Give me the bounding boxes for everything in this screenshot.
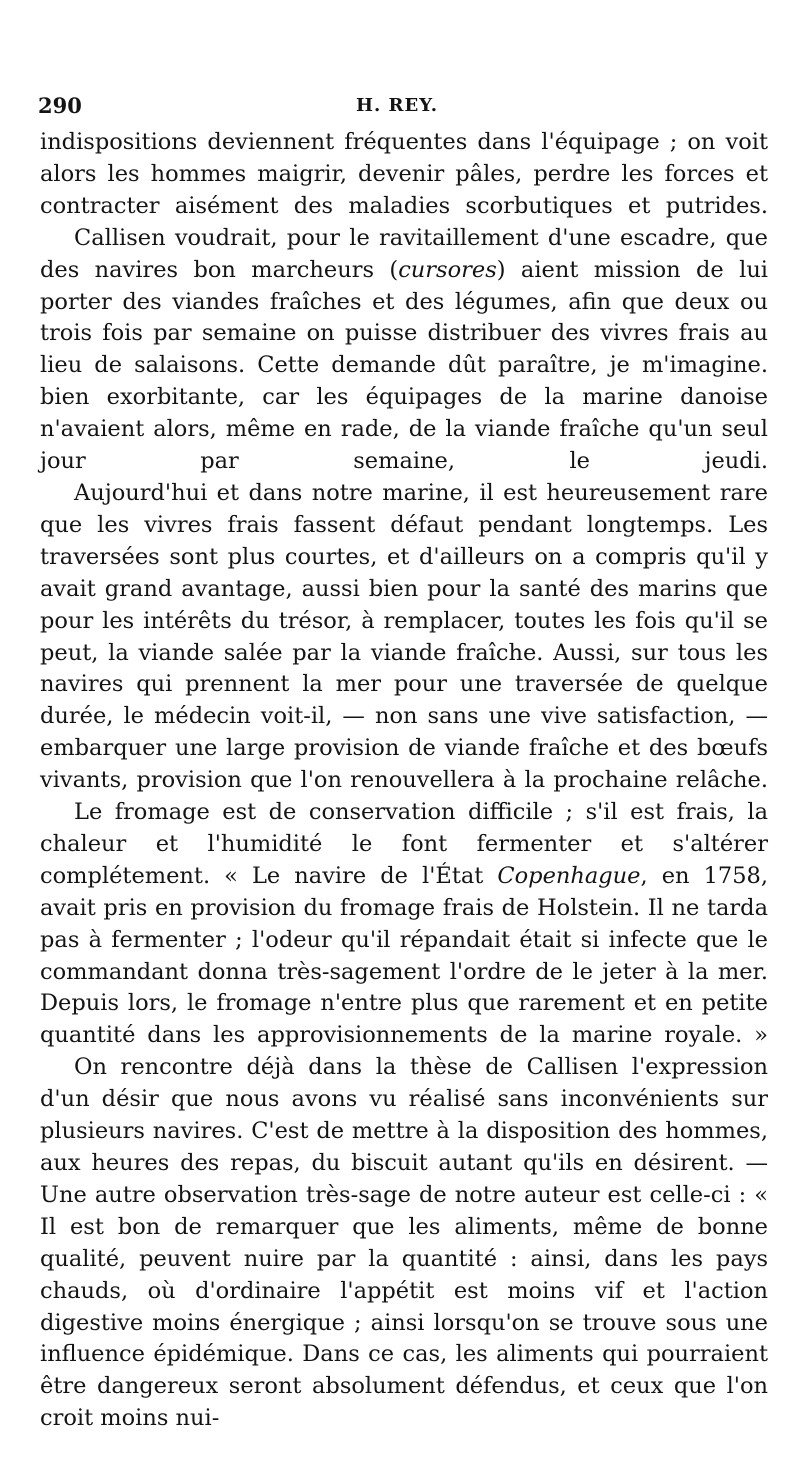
paragraph-1 xyxy=(40,127,768,223)
paragraph-2 xyxy=(40,223,768,478)
paragraph-4 xyxy=(40,797,768,1052)
paragraph-5-run-1: On rencontre déjà dans la thèse de Callisen l'expression d'un désir que nous avons vu réalisé sans inconvénients sur plusieurs navires. C'est de mettre à la disposition des hommes, aux heures des repas, du biscuit autant qu'ils en désirent. — Une autre observation très-sage de notre auteur est celle-ci : « Il est bon de remarquer que les aliments, même de bonne qualité, peuvent nuire par la quantité : ainsi, dans les pays chauds, où d'ordinaire l'appétit est moins vif et l'action digestive moins énergique ; ainsi lorsqu'on se trouve sous une influence épidémique. Dans ce cas, les aliments qui pourraient être dangereux seront absolument défendus, et ceux que l'on croit moins nui- xyxy=(40,1054,768,1432)
paragraph-3 xyxy=(40,478,768,797)
running-head: H. REY. xyxy=(356,95,439,116)
body-text xyxy=(40,127,768,1435)
paragraph-1-run-1: indispositions deviennent fréquentes dans l'équipage ; on voit alors les hommes maigrir, devenir pâles, perdre les forces et contracter aisément des maladies scorbutiques et putrides. xyxy=(40,129,768,219)
paragraph-2-italic-term: cursores xyxy=(398,256,497,283)
paragraph-5 xyxy=(40,1052,768,1435)
paragraph-2-run-3: ) aient mission de lui porter des viandes fraîches et des légumes, afin que deux ou trois fois par semaine on puisse distribuer des vivres frais au lieu de salaisons. Cette demande dût paraître, je m'imagine. bien exorbitante, car les équipages de la marine danoise n'avaient alors, même en rade, de la viande fraîche qu'un seul jour par semaine, le jeudi. xyxy=(40,256,768,475)
paragraph-4-italic-ship-name: Copenhague xyxy=(497,862,641,889)
paragraph-4-run-3: , en 1758, avait pris en provision du fromage frais de Holstein. Il ne tarda pas à fermenter ; l'odeur qu'il répandait était si infecte que le commandant donna très-sagement l'ordre de le jeter à la mer. Depuis lors, le fromage n'entre plus que rarement et en petite quantité dans les approvisionnements de la marine royale. » xyxy=(40,862,768,1049)
paragraph-4-run-1: Le fromage est de conservation difficile ; s'il est frais, la chaleur et l'humidité le font fermenter et s'altérer complétement. « Le navire de l'État xyxy=(40,799,768,889)
paragraph-2-run-1: Callisen voudrait, pour le ravitaillement d'une escadre, que des navires bon marcheurs ( xyxy=(40,224,768,283)
page-header xyxy=(38,94,760,122)
page-number: 290 xyxy=(38,93,82,118)
paragraph-3-run-1: Aujourd'hui et dans notre marine, il est heureusement rare que les vivres frais fassent défaut pendant longtemps. Les traversées sont plus courtes, et d'ailleurs on a compris qu'il y avait grand avantage, aussi bien pour la santé des marins que pour les intérêts du trésor, à remplacer, toutes les fois qu'il se peut, la viande salée par la viande fraîche. Aussi, sur tous les navires qui prennent la mer pour une traversée de quelque durée, le médecin voit-il, — non sans une vive satisfaction, — embarquer une large provision de viande fraîche et des bœufs vivants, provision que l'on renouvellera à la prochaine relâche. xyxy=(40,479,768,794)
